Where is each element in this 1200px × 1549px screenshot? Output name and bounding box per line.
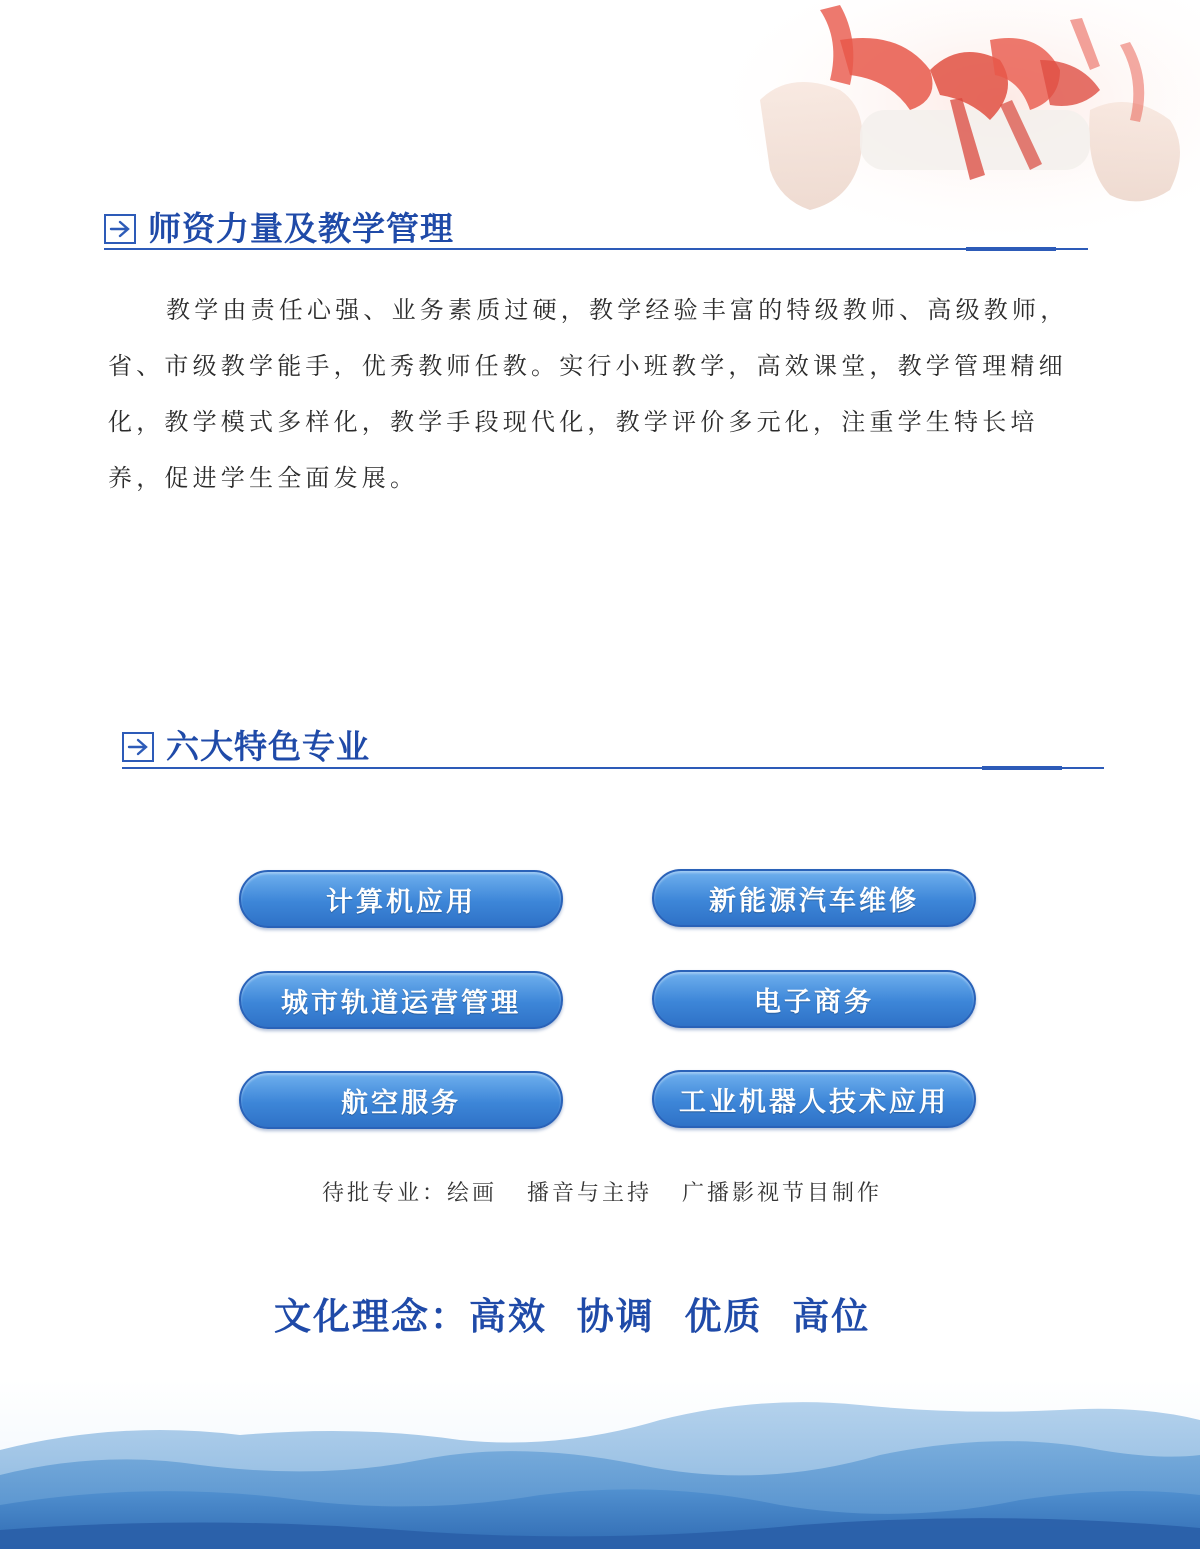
culture-motto: 文化理念：高效 协调 优质 高位 [274, 1294, 871, 1338]
section-title: 六大特色专业 [166, 727, 370, 766]
section-header-majors [122, 727, 370, 766]
ribbon-decoration [700, 0, 1200, 250]
major-pill-robotics: 工业机器人技术应用 [652, 1070, 976, 1128]
major-pill-computer: 计算机应用 [239, 870, 563, 928]
major-pill-ecommerce: 电子商务 [652, 970, 976, 1028]
section-divider [104, 248, 1088, 250]
major-pill-aviation: 航空服务 [239, 1071, 563, 1129]
arrow-right-icon [122, 732, 154, 762]
section-header-faculty [104, 209, 454, 248]
mountain-decoration [0, 1380, 1200, 1549]
section-divider [122, 767, 1104, 769]
pending-majors: 待批专业：绘画 播音与主持 广播影视节目制作 [322, 1181, 882, 1206]
arrow-right-icon [104, 214, 136, 244]
major-pill-urban-rail: 城市轨道运营管理 [239, 971, 563, 1029]
major-pill-new-energy-vehicle: 新能源汽车维修 [652, 869, 976, 927]
faculty-paragraph: 教学由责任心强、业务素质过硬，教学经验丰富的特级教师、高级教师，省、市级教学能手，优秀教师任教。实行小班教学，高效课堂，教学管理精细化，教学模式多样化，教学手段现代化，教学评价多元化，注重学生特长培养，促进学生全面发展。 [108, 296, 1069, 492]
section-title: 师资力量及教学管理 [148, 209, 454, 248]
